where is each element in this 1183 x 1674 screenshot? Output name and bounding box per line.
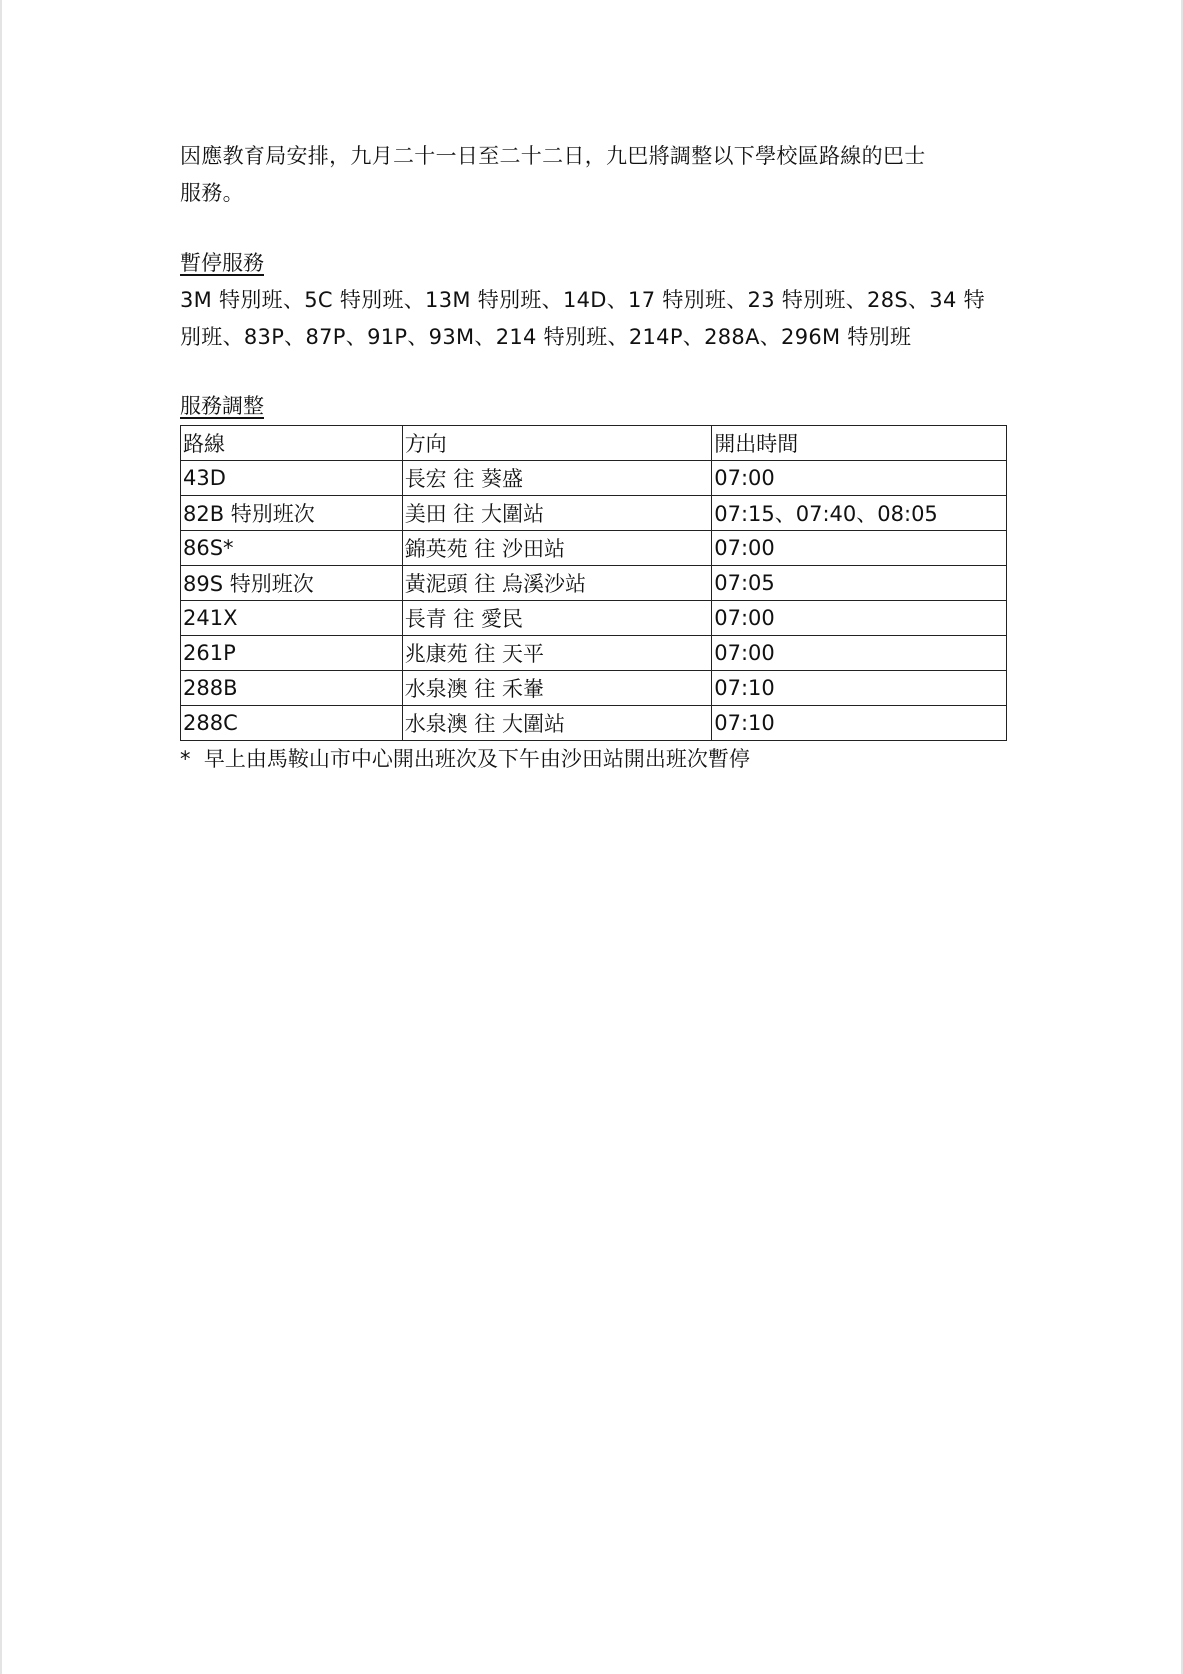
adjustments-section-title: 服務調整 (180, 394, 264, 418)
route-cell: 82B 特別班次 (181, 496, 403, 531)
footnote: * 早上由馬鞍山市中心開出班次及下午由沙田站開出班次暫停 (180, 747, 750, 771)
adjustments-table (180, 425, 1007, 741)
table-row (181, 461, 1007, 496)
route-cell: 86S* (181, 531, 403, 566)
time-cell: 07:10 (712, 706, 1007, 741)
direction-cell: 水泉澳 往 禾輋 (402, 671, 712, 706)
intro-line-2: 服務。 (180, 181, 244, 205)
route-cell: 43D (181, 461, 403, 496)
header-direction: 方向 (402, 426, 712, 461)
table-row (181, 601, 1007, 636)
direction-cell: 黃泥頭 往 烏溪沙站 (402, 566, 712, 601)
suspended-section-title: 暫停服務 (180, 251, 264, 275)
intro-line-1: 因應教育局安排，九月二十一日至二十二日，九巴將調整以下學校區路線的巴士 (180, 144, 926, 168)
time-cell: 07:10 (712, 671, 1007, 706)
table-row (181, 636, 1007, 671)
table-row (181, 566, 1007, 601)
direction-cell: 兆康苑 往 天平 (402, 636, 712, 671)
table-row (181, 496, 1007, 531)
time-cell: 07:00 (712, 461, 1007, 496)
page-edge-left (0, 0, 2, 1674)
route-cell: 261P (181, 636, 403, 671)
direction-cell: 錦英苑 往 沙田站 (402, 531, 712, 566)
time-cell: 07:15、07:40、08:05 (712, 496, 1007, 531)
table-row (181, 671, 1007, 706)
header-route: 路線 (181, 426, 403, 461)
suspended-routes-line-2: 別班、83P、87P、91P、93M、214 特別班、214P、288A、296M 特別班 (180, 325, 912, 349)
time-cell: 07:00 (712, 636, 1007, 671)
time-cell: 07:00 (712, 531, 1007, 566)
route-cell: 89S 特別班次 (181, 566, 403, 601)
table-header-row (181, 426, 1007, 461)
direction-cell: 長宏 往 葵盛 (402, 461, 712, 496)
document-body (180, 138, 1010, 778)
time-cell: 07:00 (712, 601, 1007, 636)
table-row (181, 706, 1007, 741)
direction-cell: 水泉澳 往 大圍站 (402, 706, 712, 741)
direction-cell: 美田 往 大圍站 (402, 496, 712, 531)
header-departure-time: 開出時間 (712, 426, 1007, 461)
route-cell: 288C (181, 706, 403, 741)
route-cell: 241X (181, 601, 403, 636)
route-cell: 288B (181, 671, 403, 706)
direction-cell: 長青 往 愛民 (402, 601, 712, 636)
table-row (181, 531, 1007, 566)
time-cell: 07:05 (712, 566, 1007, 601)
suspended-routes-line-1: 3M 特別班、5C 特別班、13M 特別班、14D、17 特別班、23 特別班、28S、34 特 (180, 288, 985, 312)
